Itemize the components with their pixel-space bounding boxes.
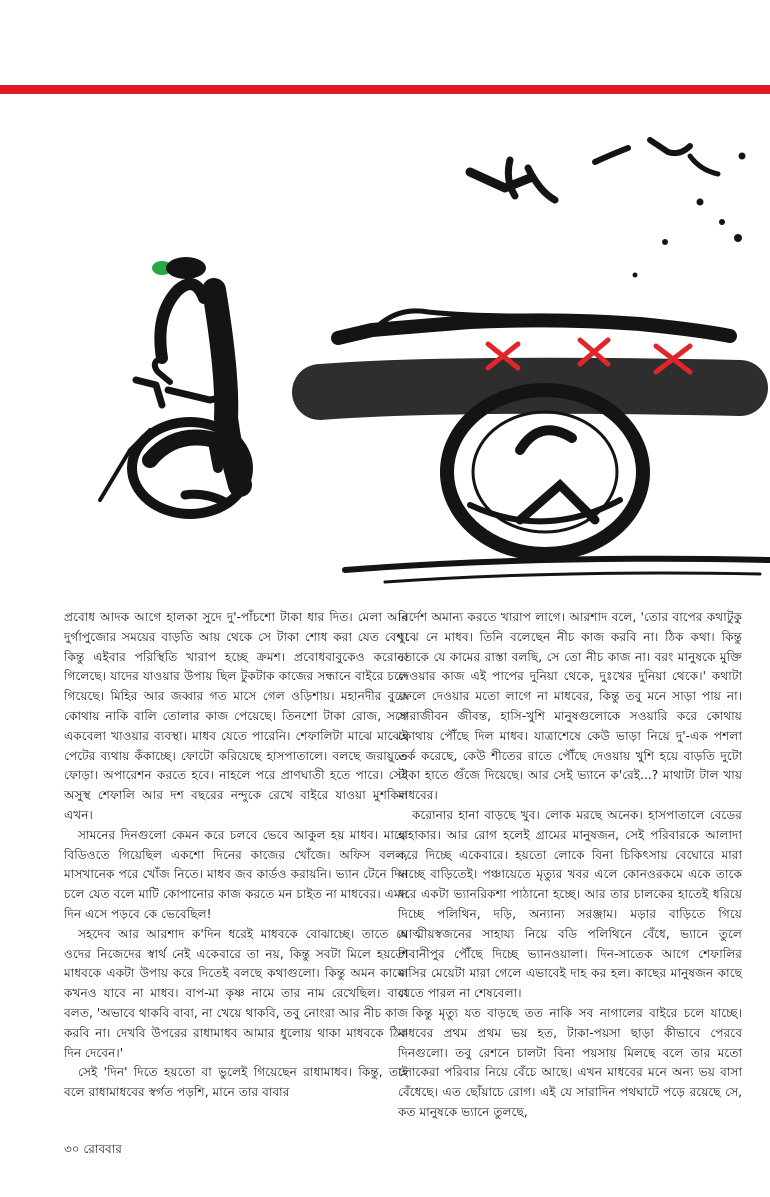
illustration-van-rickshaw [0, 100, 770, 600]
paragraph: সেই 'দিন' দিতে হয়তো বা ভুলেই গিয়েছেন রাধামাধব। কিন্তু, তাই বলে রাধামাধবের স্বর্গত পড়শি, মানে তার বাবার [64, 1065, 408, 1100]
paragraph: কিন্তু মৃত্যু যত বাড়ছে তত নাকি সব নাগালের বাইরে চলে যাচ্ছে। মাধবের প্রথম প্রথম ভয় হত, টাকা-পয়সা ছাড়া কীভাবে পেরবে দিনগুলো। তবু রেশনে চালটা বিনা পয়সায় মিলছে বলে তার মতো লোকেরা পরিবার নিয়ে বেঁচে আছে। এখন মাধবের মনে অন্য ভয় বাসা বেঁধেছে। এত ছোঁয়াচে রোগ। এই যে সারাদিন পথঘাটে পড়ে রয়েছে সে, কত মানুষকে ভ্যানে তুলছে, [398, 1005, 742, 1119]
paragraph: সামনের দিনগুলো কেমন করে চলবে ভেবে আকুল হয় মাধব। মাঝে বিডিওতে গিয়েছিল একশো দিনের কাজের খোঁজে। অফিস বলল, মাসখানেক পরে খোঁজ নিতে। মাধব জব কার্ডও করায়নি। ভ্যান টেনে দিন চলে যেত বলে মাটি কোপানোর কাজ করতে মন চাইত না মাধবের। এমন দিন এসে পড়বে কে ভেবেছিল! [64, 827, 408, 921]
van-rear-wheel-strokes [447, 390, 643, 554]
paragraph: প্রবোধ আদক আগে হালকা সুদে দু'-পাঁচশো টাকা ধার দিত। মেলা আর দুর্গাপুজোর সময়ের বাড়তি আয় থেকে সে টাকা শোধ করা যেত বেশ। কিন্তু এইবার পরিস্থিতি খারাপ হচ্ছে ক্রমশ। প্রবোধবাবুকেও করোনা গিলেছে। যাদের যাওয়ার উপায় ছিল টুকটাক কাজের সন্ধানে বাইরে চলে গিয়েছে। মিহির আর জব্বার গত মাসে গেল ওড়িশায়। মহানদীর বুকে কোথায় নাকি বালি তোলার কাজ পেয়েছে। তিনশো টাকা রোজ, সঙ্গে একবেলা খাওয়ার ব্যবস্থা। মাধব যেতে পারেনি। শেফালিটা মাঝে মাঝেই পেটের ব্যথায় কঁকাচ্ছে। ফোটো করিয়েছে হাসপাতালে। বলছে জরায়ুতে ফোড়া। অপারেশন করতে হবে। নাহলে পরে প্রাণঘাতী হতে পারে। সেই অসুস্থ শেফালি আর দশ বছরের নন্দুকে রেখে বাইরে যাওয়া মুশকিল এখন। [64, 610, 408, 822]
article-column-left [64, 608, 408, 1103]
page-footer-label: ৩০ রোববার [64, 1142, 122, 1156]
red-header-rule [0, 85, 770, 94]
article-column-right [398, 608, 742, 1123]
rider-cap [152, 257, 206, 279]
paragraph: করোনার হানা বাড়ছে খুব। লোক মরছে অনেক। হাসপাতালে বেডের হাহাকার। আর রোগ হলেই গ্রামের মানুষজন, সেই পরিবারকে আলাদা করে দিচ্ছে একেবারে। হয়তো লোকে বিনা চিকিৎসায় বেঘোরে মারা যাচ্ছে বাড়িতেই। পঞ্চায়েতে মৃত্যুর খবর এলে কোনওরকমে একে তাকে ধরে একটা ভ্যানরিকশা পাঠানো হচ্ছে। আর তার চালকের হাতেই ধরিয়ে দিচ্ছে পলিথিন, দড়ি, অন্যান্য সরঞ্জাম। মড়ার বাড়িতে গিয়ে আত্মীয়স্বজনের সাহায্য নিয়ে বডি পলিথিনে বেঁধে, ভ্যানে তুলে শিবানীপুর পৌঁছে দিচ্ছে ভ্যানওয়ালা। দিন-সাতেক আগে শেফালির মাসির মেয়েটা মারা গেলে এভাবেই দাহ কর হল। কাছের মানুষজন কাছে যেতে পারল না শেষবেলা। [398, 807, 742, 1001]
paragraph: নির্দেশ অমান্য করতে খারাপ লাগে। আরশাদ বলে, 'তোর বাপের কথাটুকু বুঝে নে মাধব। তিনি বলেছেন নীচ কাজ করবি না। ঠিক কথা। কিন্তু তোকে যে কামের রাস্তা বলছি, সে তো নীচ কাজ না। বরং মানুষকে মুক্তি দেওয়ার কাজ এই পাপের দুনিয়া থেকে, দুঃখের দুনিয়া থেকে।' কথাটা ফেলে দেওয়ার মতো লাগে না মাধবের, কিন্তু তবু মনে সাড়া পায় না। সারাজীবন জীবন্ত, হাসি-খুশি মানুষগুলোকে সওয়ারি করে কোথায় কোথায় পৌঁছে দিল মাধব। যাত্রাশেষে কেউ ভাড়া নিয়ে দু'-এক পশলা তর্ক করেছে, কেউ শীতের রাতে পৌঁছে দেওয়ায় খুশি হয়ে বাড়তি দুটো টাকা হাতে গুঁজে দিয়েছে। আর সেই ভ্যানে ক'রেই...? মাথাটা টাল খায় মাধবের। [398, 610, 742, 803]
paragraph: সহদেব আর আরশাদ ক'দিন ধরেই মাধবকে বোঝাচ্ছে। তাতে যে ওদের নিজেদের স্বার্থ নেই একেবারে তা নয়, কিন্তু সবটা মিলে হয়তো মাধবকে একটা উপায় করে দিতেই বলছে কথাগুলো। কিন্তু অমন কাজে কখনও যাবে না মাধব। বাপ-মা কৃষ্ণ নামে তার নাম রেখেছিল। বাবা বলত, 'অভাবে থাকবি বাবা, না খেয়ে থাকবি, তবু নোংরা আর নীচ কাজ করবি না। দেখবি উপরের রাধামাধব আমার ধুলোয় থাকা মাধবকে ঠিক দিন দেবেন।' [64, 926, 408, 1060]
ink-dots [633, 153, 746, 278]
